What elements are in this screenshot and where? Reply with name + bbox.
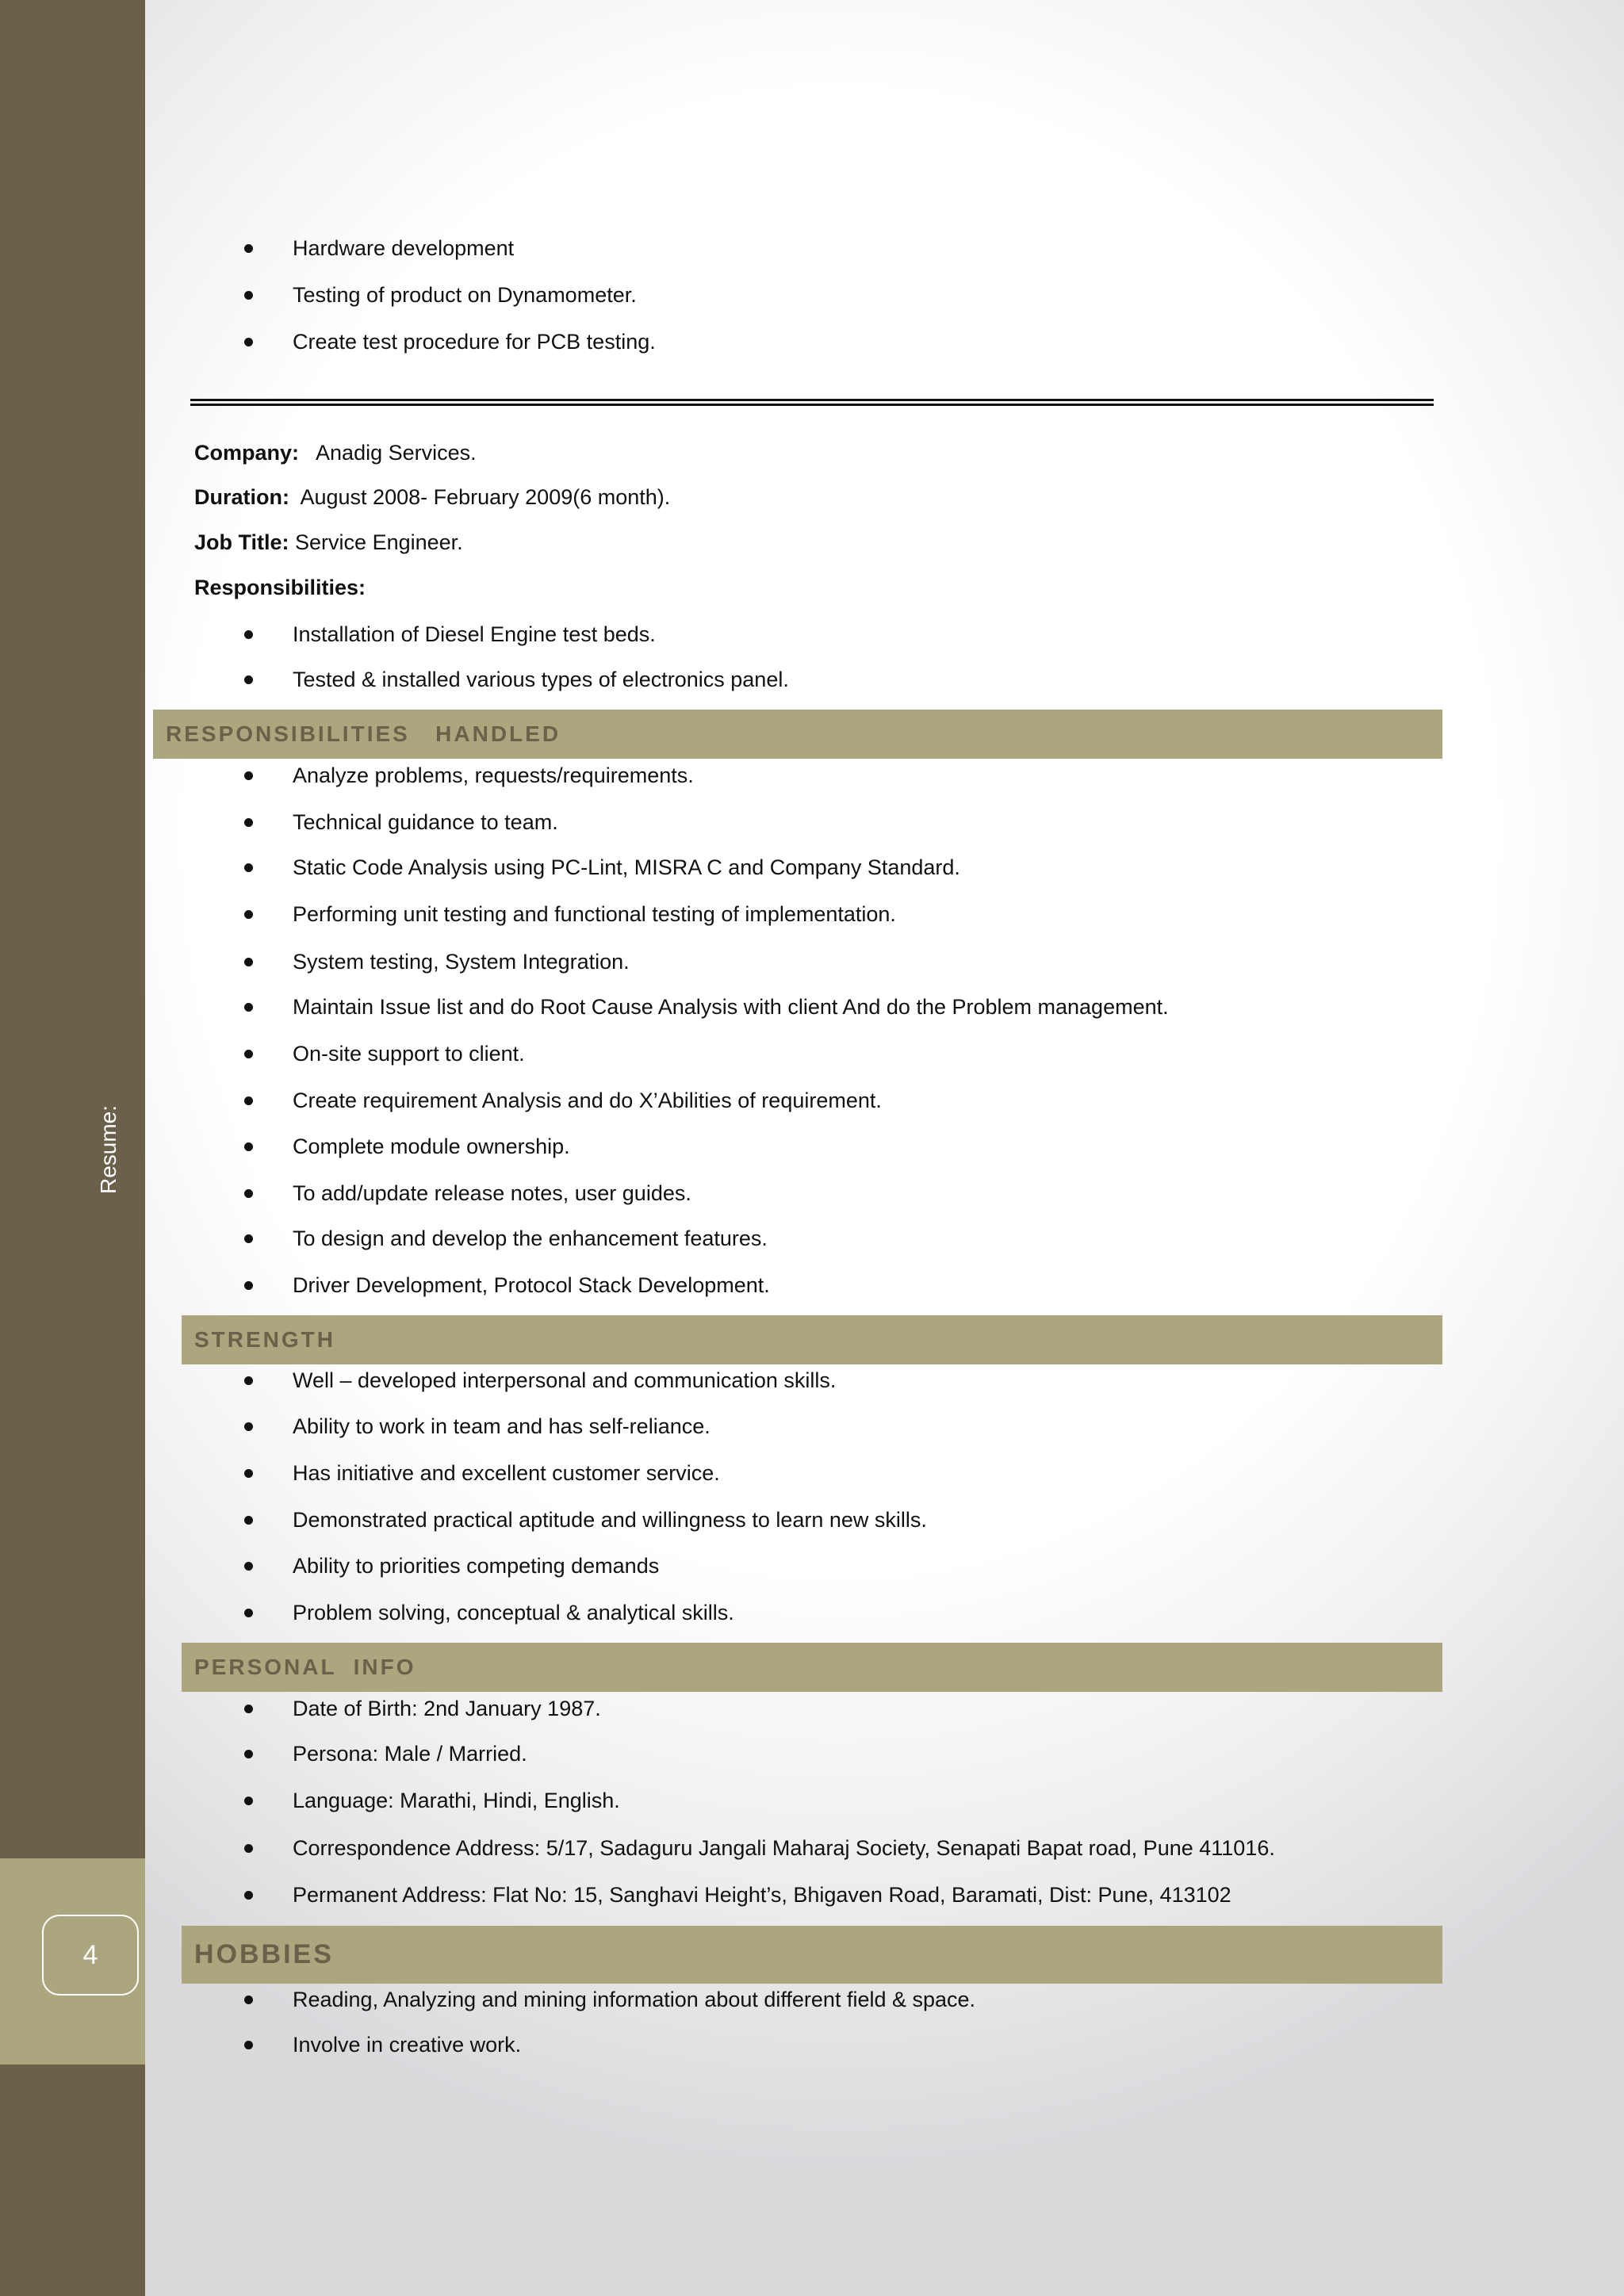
duration-label: Duration: <box>194 485 289 509</box>
bullet-icon <box>244 1562 253 1571</box>
section-heading-responsibilities-handled: RESPONSIBILITIES HANDLED <box>153 710 1442 759</box>
responsibilities-label: Responsibilities: <box>194 576 366 599</box>
bullet-icon <box>244 244 253 253</box>
bullet-icon <box>244 1189 253 1198</box>
bullet-icon <box>244 1281 253 1290</box>
job-title-label: Job Title: <box>194 530 289 554</box>
bullet-icon <box>244 338 253 346</box>
bullet-icon <box>244 818 253 827</box>
bullet-icon <box>244 291 253 300</box>
section-heading-personal-info: PERSONAL INFO <box>182 1643 1442 1692</box>
bullet-icon <box>244 958 253 966</box>
bullet-icon <box>244 630 253 639</box>
divider <box>190 399 1434 401</box>
duration-value: August 2008- February 2009(6 month). <box>300 485 671 509</box>
section-heading-hobbies: HOBBIES <box>182 1926 1442 1984</box>
bullet-icon <box>244 1891 253 1900</box>
bullet-icon <box>244 1096 253 1105</box>
bullet-icon <box>244 1234 253 1243</box>
bullet-icon <box>244 675 253 684</box>
divider <box>190 404 1434 406</box>
job-title-value: Service Engineer. <box>295 530 463 554</box>
company-value: Anadig Services. <box>316 441 477 465</box>
bullet-icon <box>244 1750 253 1758</box>
bullet-icon <box>244 1609 253 1617</box>
company-label: Company: <box>194 441 300 465</box>
bullet-icon <box>244 1705 253 1713</box>
bullet-icon <box>244 1050 253 1058</box>
page-number-badge: 4 <box>42 1915 139 1996</box>
section-heading-strength: STRENGTH <box>182 1315 1442 1364</box>
job-title-field <box>194 529 463 556</box>
company-field <box>194 439 477 466</box>
bullet-icon <box>244 1844 253 1853</box>
bullet-icon <box>244 863 253 872</box>
bullet-icon <box>244 1797 253 1805</box>
sidebar-label: Resume: <box>96 1104 121 1195</box>
bullet-icon <box>244 1142 253 1151</box>
bullet-icon <box>244 771 253 780</box>
bullet-icon <box>244 1376 253 1385</box>
bullet-icon <box>244 1469 253 1478</box>
bullet-icon <box>244 1996 253 2004</box>
bullet-icon <box>244 2041 253 2049</box>
bullet-icon <box>244 1516 253 1525</box>
bullet-icon <box>244 1422 253 1431</box>
duration-field <box>194 484 670 511</box>
bullet-icon <box>244 1003 253 1012</box>
bullet-icon <box>244 910 253 919</box>
